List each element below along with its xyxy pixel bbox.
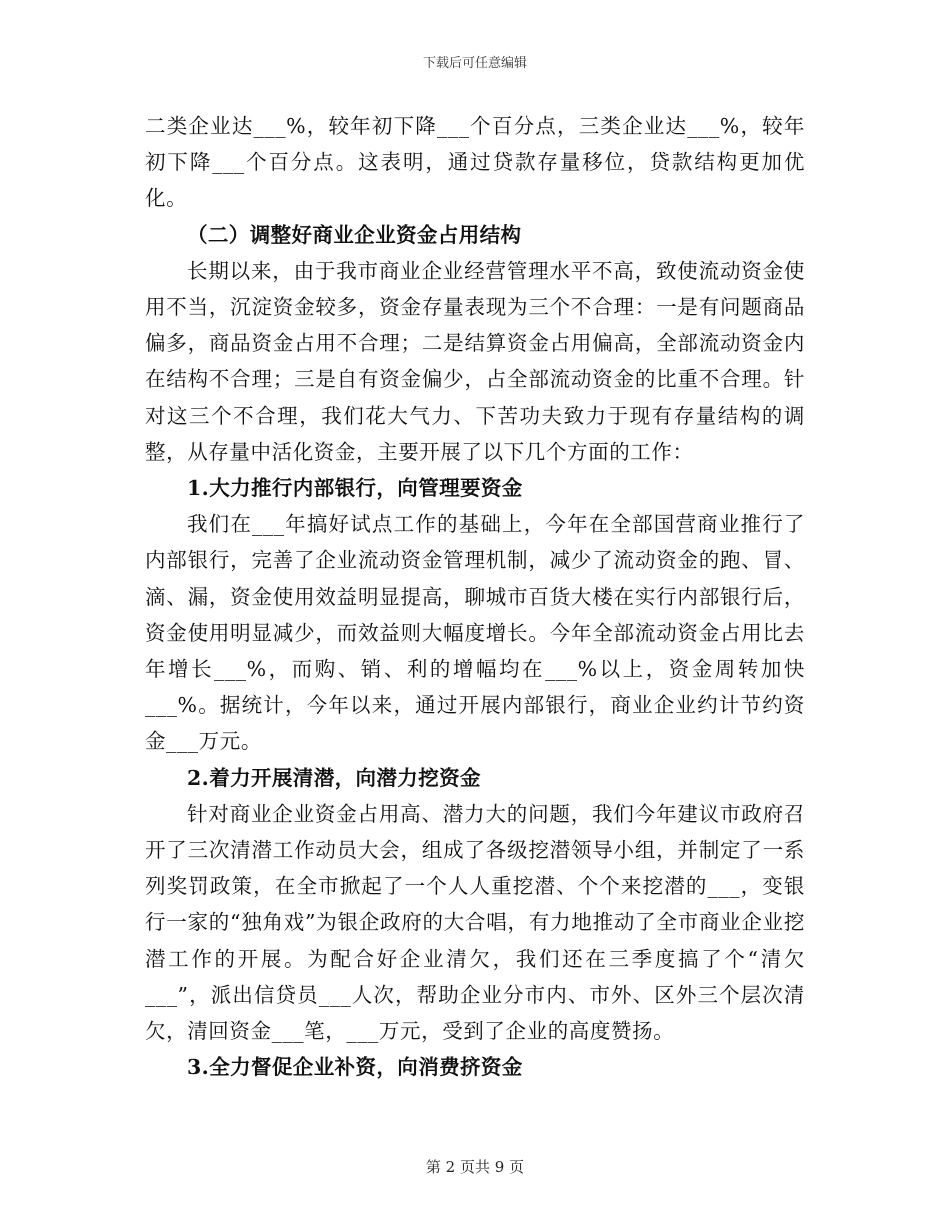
paragraph: 针对商业企业资金占用高、潜力大的问题，我们今年建议市政府召开了三次清潜工作动员大会，组成了各级挖潜领导小组，并制定了一系列奖罚政策，在全市掀起了一个人人重挖潜、个个来挖潜的___，变银行一家的“独角戏”为银企政府的大合唱，有力地推动了全市商业企业挖潜工作的开展。为配合好企业清欠，我们还在三季度搞了个“清欠___”，派出信贷员___人次，帮助企业分市内、市外、区外三个层次清欠，清回资金___笔，___万元，受到了企业的高度赞扬。	[145, 801, 805, 1044]
document-body	[145, 108, 805, 1085]
paragraph: 长期以来，由于我市商业企业经营管理水平不高，致使流动资金使用不当，沉淀资金较多，资金存量表现为三个不合理：一是有问题商品偏多，商品资金占用不合理；二是结算资金占用偏高，全部流动资金内在结构不合理；三是自有资金偏少，占全部流动资金的比重不合理。针对这三个不合理，我们花大气力、下苦功夫致力于现有存量结构的调整，从存量中活化资金，主要开展了以下几个方面的工作：	[145, 258, 805, 464]
page-header: 下载后可任意编辑	[422, 56, 527, 71]
subsection-heading: 2.着力开展清潜，向潜力挖资金	[187, 765, 481, 790]
section-heading: （二）调整好商业企业资金占用结构	[187, 222, 522, 247]
paragraph: 二类企业达___%，较年初下降___个百分点，三类企业达___%，较年初下降___个百分点。这表明，通过贷款存量移位，贷款结构更加优化。	[145, 114, 805, 211]
subsection-heading: 1.大力推行内部银行，向管理要资金	[187, 476, 523, 501]
page-number-footer: 第 2 页共 9 页	[425, 1158, 525, 1176]
subsection-heading: 3.全力督促企业补资，向消费挤资金	[187, 1055, 523, 1080]
paragraph: 我们在___年搞好试点工作的基础上，今年在全部国营商业推行了内部银行，完善了企业流动资金管理机制，减少了流动资金的跑、冒、滴、漏，资金使用效益明显提高，聊城市百货大楼在实行内部银行后，资金使用明显减少，而效益则大幅度增长。今年全部流动资金占用比去年增长___%，而购、销、利的增幅均在___%以上，资金周转加快___%。据统计，今年以来，通过开展内部银行，商业企业约计节约资金___万元。	[145, 512, 805, 754]
